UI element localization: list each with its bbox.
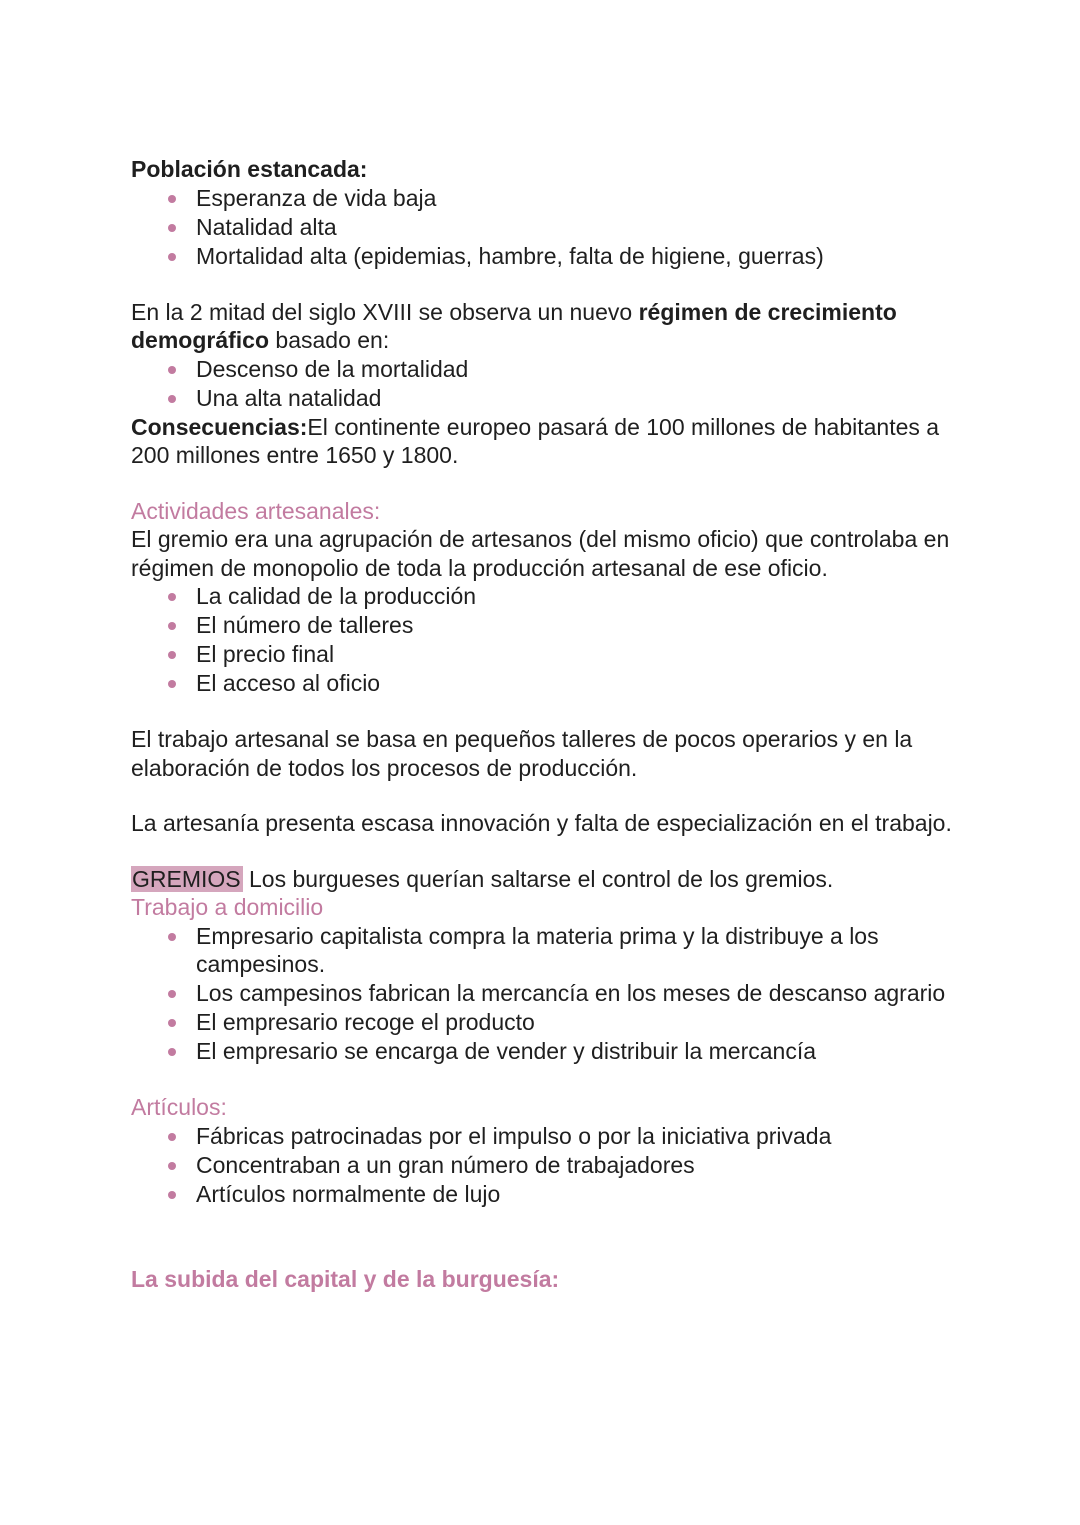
list-item: El número de talleres — [196, 611, 961, 640]
list-item: Natalidad alta — [196, 213, 961, 242]
list-item: Una alta natalidad — [196, 384, 961, 413]
list-item: Los campesinos fabrican la mercancía en los meses de descanso agrario — [196, 979, 961, 1008]
section-title-trabajo-domicilio: Trabajo a domicilio — [131, 894, 324, 920]
list-item: Descenso de la mortalidad — [196, 355, 961, 384]
list-item: Artículos normalmente de lujo — [196, 1180, 961, 1209]
list-item: Empresario capitalista compra la materia prima y la distribuye a los campesinos. — [196, 922, 961, 979]
highlight-gremios: GREMIOS — [132, 865, 241, 892]
list-item: La calidad de la producción — [196, 582, 961, 611]
section-title-capital: La subida del capital y de la burguesía: — [131, 1265, 560, 1292]
list-item: El acceso al oficio — [196, 669, 961, 698]
list-item: El empresario recoge el producto — [196, 1008, 961, 1037]
section-title-articulos: Artículos: — [131, 1094, 227, 1120]
list-item: El precio final — [196, 640, 961, 669]
bullet-list-articulos — [131, 1122, 961, 1209]
paragraph-trabajo-artesanal: El trabajo artesanal se basa en pequeños talleres de pocos operarios y en la elaboración de todos los procesos de producción. — [131, 726, 913, 781]
section-title-actividades: Actividades artesanales: — [131, 497, 381, 524]
list-item: Mortalidad alta (epidemias, hambre, falta de higiene, guerras) — [196, 242, 961, 271]
document-body — [131, 155, 961, 1293]
list-item: El empresario se encarga de vender y distribuir la mercancía — [196, 1037, 961, 1066]
list-item: Esperanza de vida baja — [196, 184, 961, 213]
paragraph-gremios: GREMIOS Los burgueses querían saltarse el control de los gremios. — [132, 865, 834, 892]
list-item: Fábricas patrocinadas por el impulso o por la iniciativa privada — [196, 1122, 961, 1151]
bullet-list-domicilio — [131, 922, 961, 1066]
bullet-list-regimen — [131, 355, 961, 413]
paragraph-consecuencias: Consecuencias:El continente europeo pasará de 100 millones de habitantes a 200 millones entre 1650 y 1800. — [131, 413, 940, 468]
paragraph-gremio: El gremio era una agrupación de artesanos (del mismo oficio) que controlaba en régimen de monopolio de toda la producción artesanal de ese oficio. — [131, 526, 950, 581]
bullet-list-poblacion — [131, 184, 961, 271]
list-item: Concentraban a un gran número de trabajadores — [196, 1151, 961, 1180]
paragraph-artesania: La artesanía presenta escasa innovación y falta de especialización en el trabajo. — [131, 810, 952, 836]
bullet-list-gremio — [131, 582, 961, 698]
section-title-poblacion: Población estancada: — [131, 156, 368, 182]
paragraph-regimen: En la 2 mitad del siglo XVIII se observa un nuevo régimen de crecimiento demográfico basado en: — [131, 298, 897, 353]
